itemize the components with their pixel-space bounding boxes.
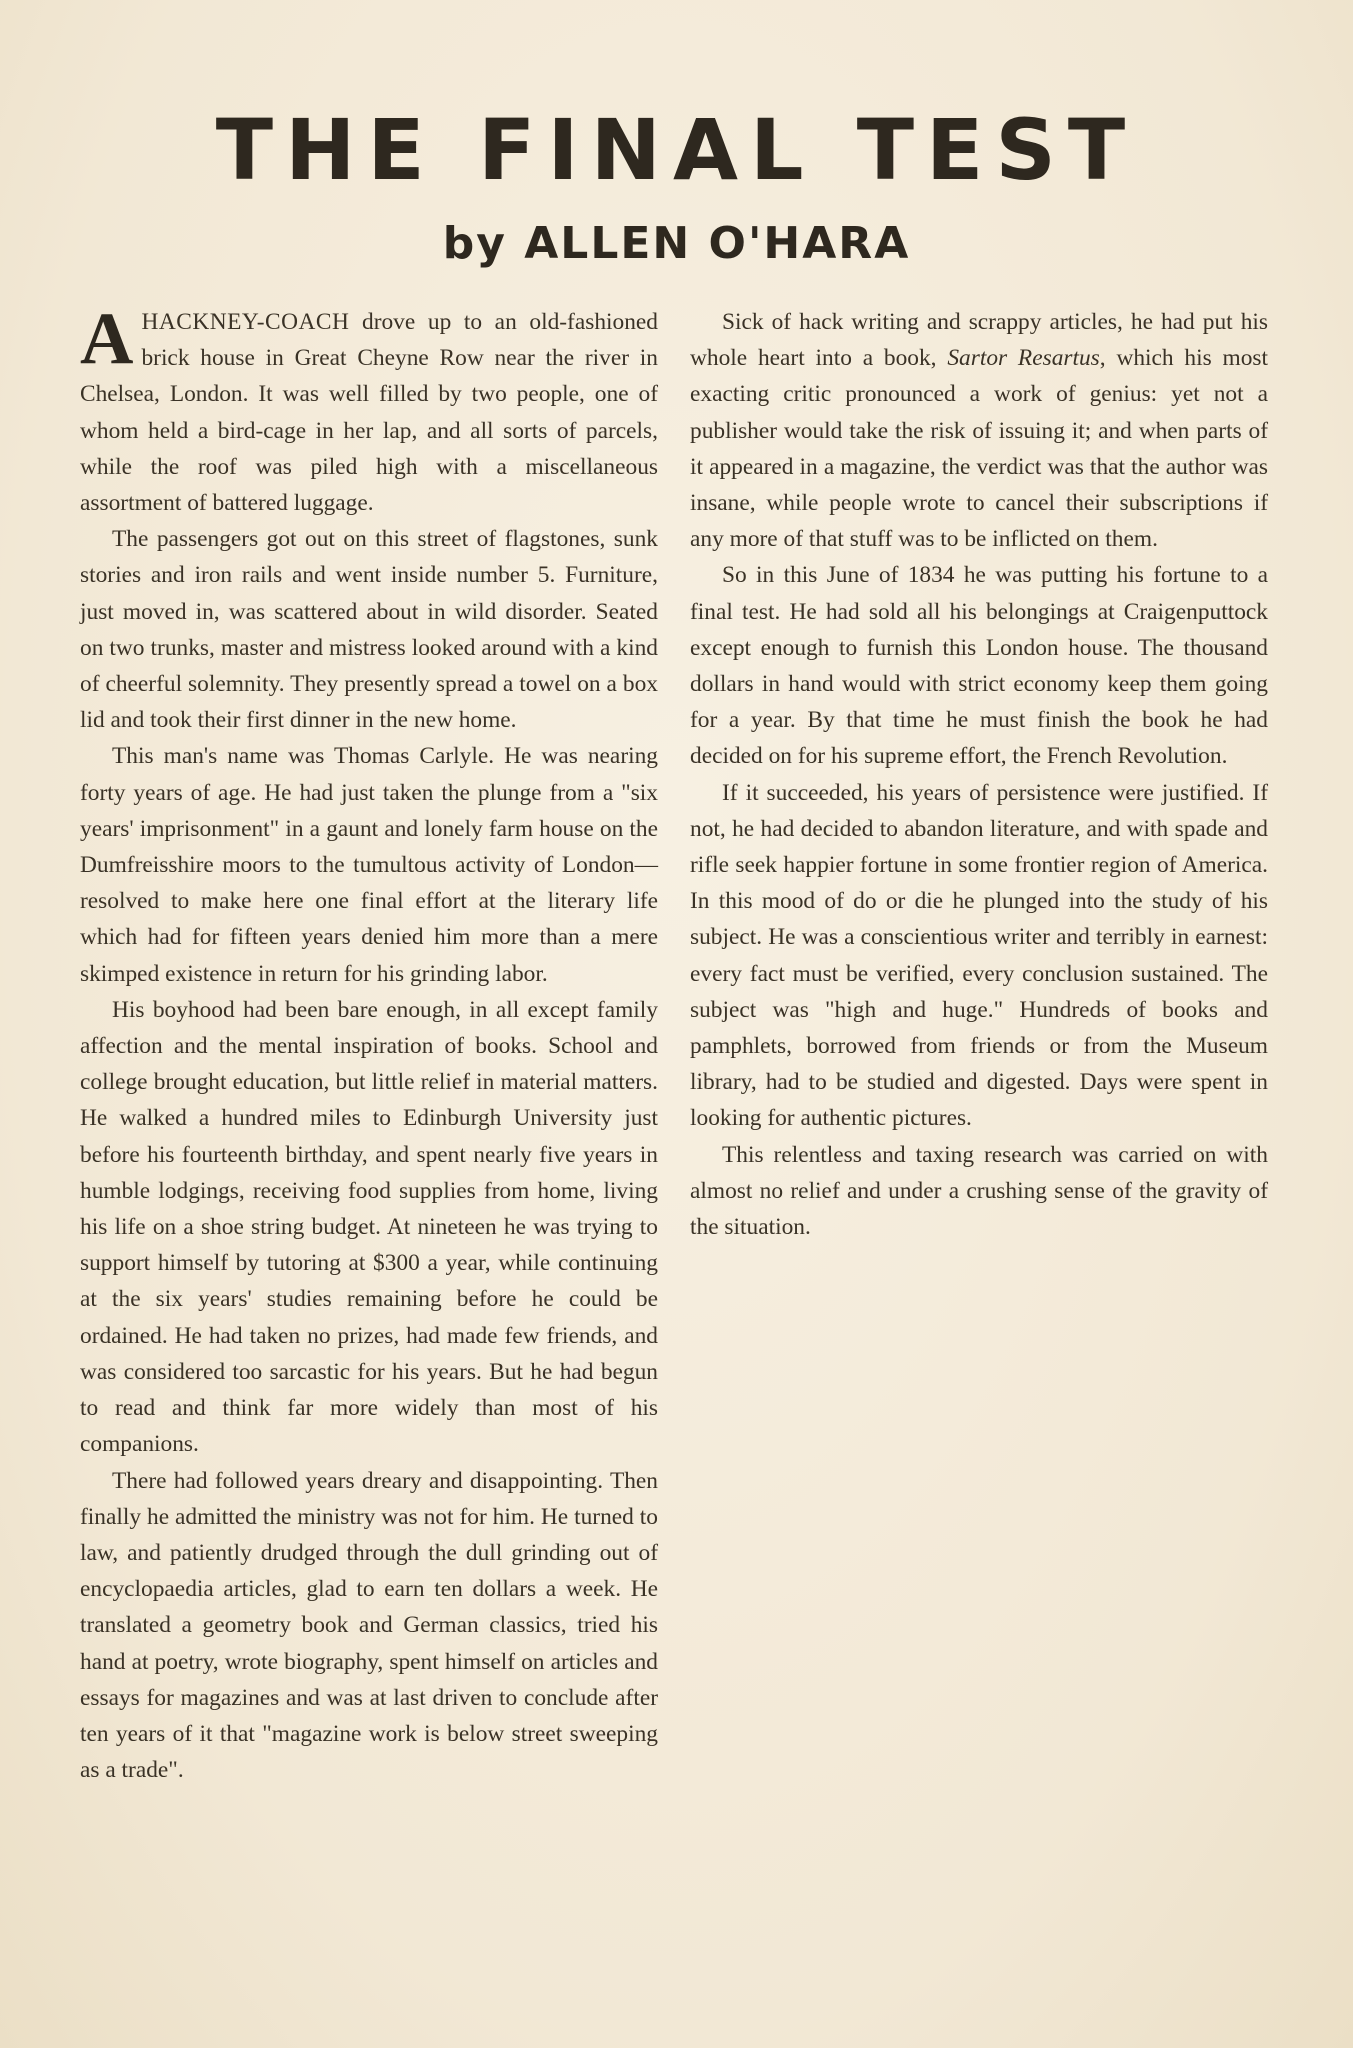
paragraph-2: The passengers got out on this street of flagstones, sunk stories and iron rails and went inside number 5. Furniture, just moved in, was scattered about in wild disorder. Seated on two trunks, master and mistress looked around with a kind of cheerful solemnity. They presently spread a towel on a box lid and took their first dinner in the new home. [80, 526, 658, 734]
paragraph-6-text-b: , which his most exacting critic pronounced a work of genius: yet not a publisher would take the risk of issuing it; and when parts of it appeared in a magazine, the verdict was that the author was insane, while people wrote to cancel their subscriptions if any more of that stuff was to be inflicted on them. [690, 345, 1268, 553]
paragraph-9: This relentless and taxing research was carried on with almost no relief and under a crushing sense of the gravity of the situation. [690, 1141, 1268, 1241]
article-byline: by ALLEN O'HARA [442, 218, 911, 269]
paragraph-6-text-a: Sick of hack writing and scrappy articles, he had put his whole heart into a book, [690, 309, 1268, 372]
article-title: THE FINAL TEST [215, 101, 1138, 199]
text-column-right [690, 304, 1268, 1904]
book-title: Sartor Resartus [947, 345, 1100, 372]
paragraph-1 [80, 298, 658, 521]
drop-cap: A [80, 298, 134, 380]
paragraph-7: So in this June of 1834 he was putting his fortune to a final test. He had sold all his belongings at Craigenputtock except enough to furnish this London house. The thousand dollars in hand would with strict economy keep them going for a year. By that time he must finish the book he had decided on for his supreme effort, the French Revolution. [690, 562, 1268, 770]
paragraph-1-text: drove up to an old-fashioned brick house in Great Cheyne Row near the river in Chelsea, London. It was well filled by two people, one of whom held a bird-cage in her lap, and all sorts of parcels, while the roof was piled high with a miscellaneous assortment of battered luggage. [80, 309, 658, 517]
paragraph-3: This man's name was Thomas Carlyle. He was nearing forty years of age. He had just taken the plunge from a "six years' imprisonment" in a gaunt and lonely farm house on the Dumfreisshire moors to the tumultous activity of London—resolved to make here one final effort at the literary life which had for fifteen years denied him more than a mere skimped existence in return for his grinding labor. [80, 743, 658, 987]
paragraph-4: His boyhood had been bare enough, in all except family affection and the mental inspiration of books. School and college brought education, but little relief in material matters. He walked a hundred miles to Edinburgh University just before his fourteenth birthday, and spent nearly five years in humble lodgings, receiving food supplies from home, living his life on a shoe string budget. At nineteen he was trying to support himself by tutoring at $300 a year, while continuing at the six years' studies remaining before he could be ordained. He had taken no prizes, had made few friends, and was considered too sarcastic for his years. But he had begun to read and think far more widely than most of his companions. [80, 996, 658, 1458]
paragraph-8: If it succeeded, his years of persistence were justified. If not, he had decided to abandon literature, and with spade and rifle seek happier fortune in some frontier region of America. In this mood of do or die he plunged into the study of his subject. He was a conscientious writer and terribly in earnest: every fact must be verified, every conclusion sustained. The subject was "high and huge." Hundreds of books and pamphlets, borrowed from friends or from the Museum library, had to be studied and digested. Days were spent in looking for authentic pictures. [690, 779, 1268, 1132]
paragraph-5: There had followed years dreary and disappointing. Then finally he admitted the ministry was not for him. He turned to law, and patiently drudged through the dull grinding out of encyclopaedia articles, glad to earn ten dollars a week. He translated a geometry book and German classics, tried his hand at poetry, wrote biography, spent himself on articles and essays for magazines and was at last driven to conclude after ten years of it that "magazine work is below street sweeping as a trade". [80, 1467, 658, 1784]
lead-caps: HACKNEY-COACH [141, 309, 350, 335]
text-column-left [80, 298, 658, 1904]
paragraph-6 [690, 304, 1268, 557]
